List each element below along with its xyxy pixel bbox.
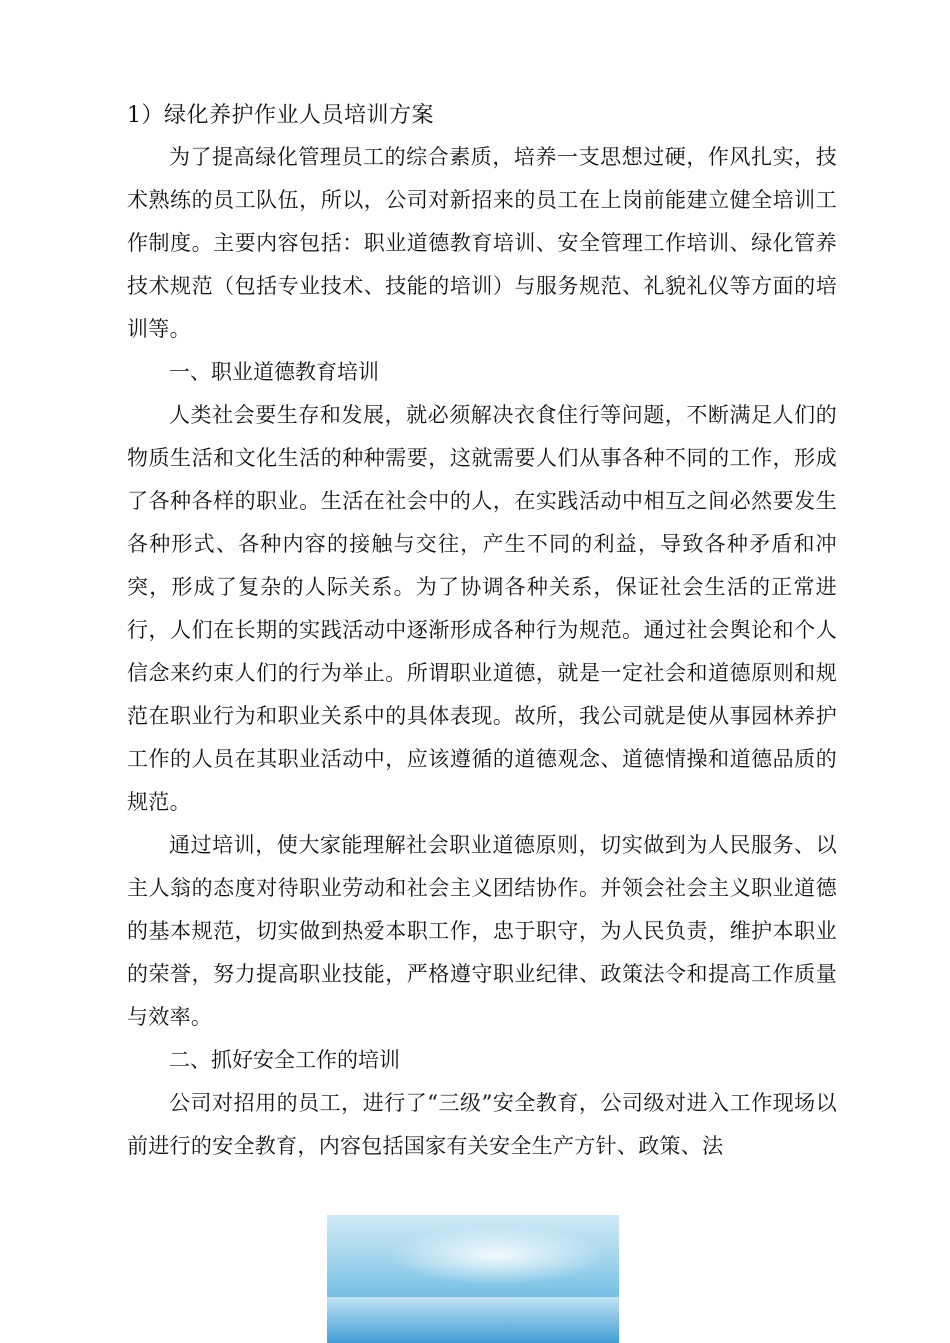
image-light-glow [387,1225,607,1285]
section-1-paragraph-2: 通过培训，使大家能理解社会职业道德原则，切实做到为人民服务、以主人翁的态度对待职业劳动和社会主义团结协作。并领会社会主义职业道德的基本规范，切实做到热爱本职工作，忠于职守，为人民负责，维护本职业的荣誉，努力提高职业技能，严格遵守职业纪律、政策法令和提高工作质量与效率。 [127,833,837,1029]
document-body [127,96,837,1168]
section-2-paragraph-1: 公司对招用的员工，进行了“三级”安全教育，公司级对进入工作现场以前进行的安全教育，内容包括国家有关安全生产方针、政策、法 [127,1091,837,1158]
intro-paragraph: 为了提高绿化管理员工的综合素质，培养一支思想过硬，作风扎实，技术熟练的员工队伍，所以，公司对新招来的员工在上岗前能建立健全培训工作制度。主要内容包括：职业道德教育培训、安全管理工作培训、绿化管养技术规范（包括专业技术、技能的培训）与服务规范、礼貌礼仪等方面的培训等。 [127,145,837,341]
section-2-heading: 二、抓好安全工作的培训 [169,1048,400,1072]
section-1-heading: 一、职业道德教育培训 [169,360,379,384]
image-horizon-band [327,1297,619,1343]
decorative-sky-image [327,1215,619,1343]
document-title: 1）绿化养护作业人员培训方案 [127,103,434,128]
section-1-paragraph-1: 人类社会要生存和发展，就必须解决衣食住行等问题，不断满足人们的物质生活和文化生活的种种需要，这就需要人们从事各种不同的工作，形成了各种各样的职业。生活在社会中的人，在实践活动中相互之间必然要发生各种形式、各种内容的接触与交往，产生不同的利益，导致各种矛盾和冲突，形成了复杂的人际关系。为了协调各种关系，保证社会生活的正常进行，人们在长期的实践活动中逐渐形成各种行为规范。通过社会舆论和个人信念来约束人们的行为举止。所谓职业道德，就是一定社会和道德原则和规范在职业行为和职业关系中的具体表现。故所，我公司就是使从事园林养护工作的人员在其职业活动中，应该遵循的道德观念、道德情操和道德品质的规范。 [127,403,837,814]
